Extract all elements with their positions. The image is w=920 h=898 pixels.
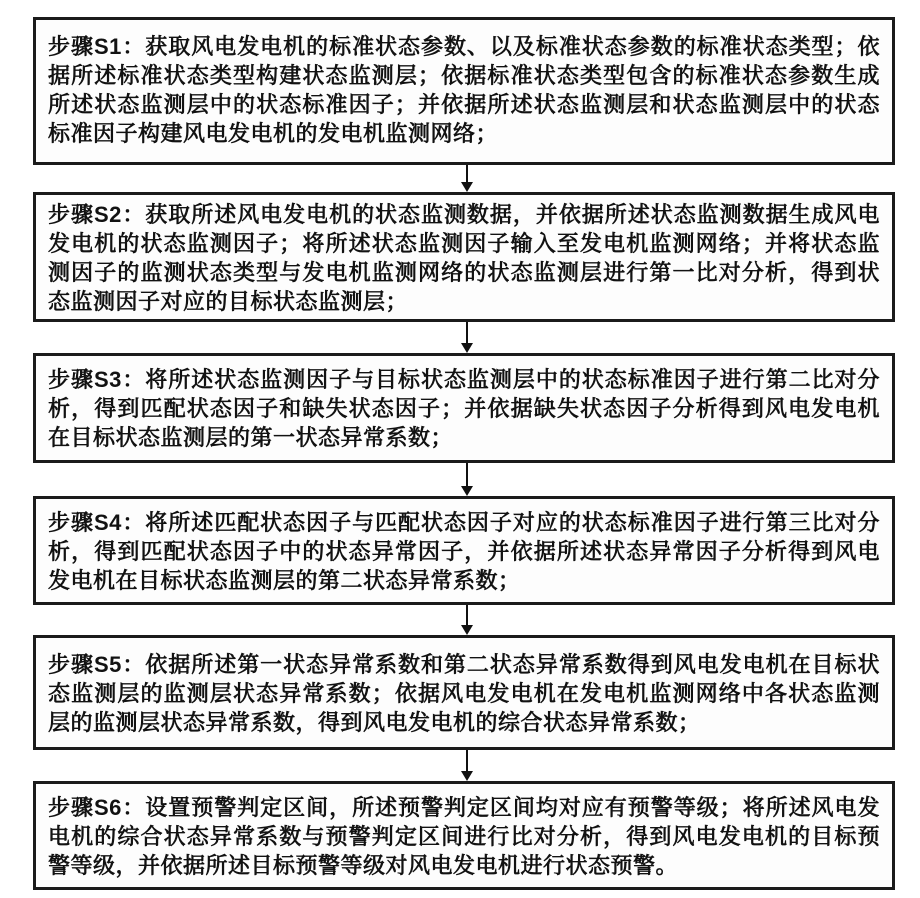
flow-step-s3-text: 步骤S3：将所述状态监测因子与目标状态监测层中的状态标准因子进行第二比对分析，得到匹配状态因子和缺失状态因子；并依据缺失状态因子分析得到风电发电机在目标状态监测层的第一状态异常系数；: [48, 367, 880, 450]
flow-step-s4: [33, 496, 895, 605]
arrow-down-icon-5: [461, 750, 473, 781]
arrow-down-icon-2: [461, 322, 473, 353]
flow-step-s1: [33, 17, 895, 165]
flow-step-s5: [33, 635, 895, 750]
arrow-head: [461, 182, 473, 192]
arrow-down-icon-4: [461, 605, 473, 635]
flow-step-s1-text: 步骤S1：获取风电发电机的标准状态参数、以及标准状态参数的标准状态类型；依据所述标准状态类型构建状态监测层；依据标准状态类型包含的标准状态参数生成所述状态监测层中的状态标准因子；并依据所述状态监测层和状态监测层中的状态标准因子构建风电发电机的发电机监测网络；: [48, 34, 880, 146]
flow-step-s4-text: 步骤S4：将所述匹配状态因子与匹配状态因子对应的状态标准因子进行第三比对分析，得到匹配状态因子中的状态异常因子，并依据所述状态异常因子分析得到风电发电机在目标状态监测层的第二状态异常系数；: [48, 510, 880, 593]
arrow-down-icon-1: [461, 165, 473, 192]
arrow-head: [461, 625, 473, 635]
arrow-head: [461, 771, 473, 781]
arrow-shaft: [466, 605, 468, 625]
flow-step-s6: [33, 781, 895, 890]
flow-step-s2-text: 步骤S2：获取所述风电发电机的状态监测数据，并依据所述状态监测数据生成风电发电机的状态监测因子；将所述状态监测因子输入至发电机监测网络；并将状态监测因子的监测状态类型与发电机监测网络的状态监测层进行第一比对分析，得到状态监测因子对应的目标状态监测层；: [48, 202, 880, 314]
arrow-shaft: [466, 463, 468, 486]
arrow-down-icon-3: [461, 463, 473, 496]
flow-step-s2: [33, 192, 895, 322]
flow-step-s5-text: 步骤S5：依据所述第一状态异常系数和第二状态异常系数得到风电发电机在目标状态监测层的监测层状态异常系数；依据风电发电机在发电机监测网络中各状态监测层的监测层状态异常系数，得到风电发电机的综合状态异常系数；: [48, 652, 880, 735]
arrow-shaft: [466, 750, 468, 771]
arrow-shaft: [466, 322, 468, 343]
flow-step-s6-text: 步骤S6：设置预警判定区间，所述预警判定区间均对应有预警等级；将所述风电发电机的综合状态异常系数与预警判定区间进行比对分析，得到风电发电机的目标预警等级，并依据所述目标预警等级对风电发电机进行状态预警。: [48, 795, 880, 878]
arrow-head: [461, 343, 473, 353]
flow-step-s3: [33, 353, 895, 463]
arrow-head: [461, 486, 473, 496]
arrow-shaft: [466, 165, 468, 182]
